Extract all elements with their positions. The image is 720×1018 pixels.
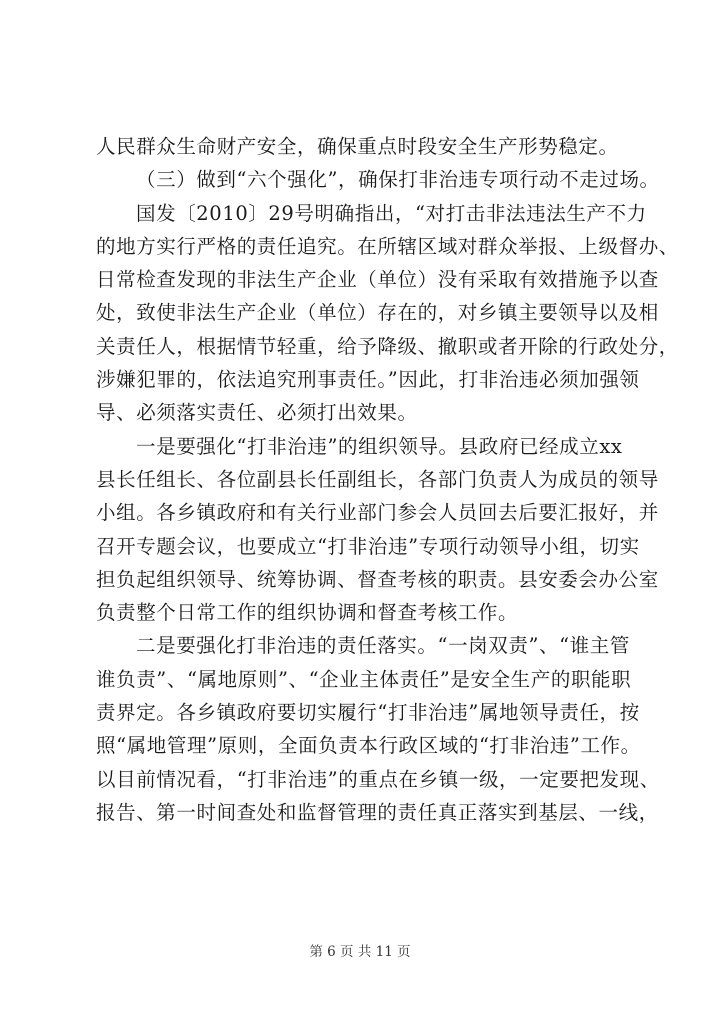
text-line: 日常检查发现的非法生产企业（单位）没有采取有效措施予以查 <box>96 268 659 292</box>
text-line: 一是要强化“打非治违”的组织领导。县政府已经成立xx <box>136 434 623 458</box>
text-line: 涉嫌犯罪的，依法追究刑事责任。”因此，打非治违必须加强领 <box>96 368 640 392</box>
text-line: 召开专题会议，也要成立“打非治违”专项行动领导小组，切实 <box>96 534 640 558</box>
page-footer: 第 6 页 共 11 页 <box>309 944 411 960</box>
text-line: 人民群众生命财产安全，确保重点时段安全生产形势稳定。 <box>96 135 619 158</box>
text-line: 二是要强化打非治违的责任落实。“一岗双责”、“谁主管 <box>136 634 631 658</box>
text-line: 处，致使非法生产企业（单位）存在的，对乡镇主要领导以及相 <box>96 301 659 325</box>
text-line: 国发〔2010〕29号明确指出，“对打击非法违法生产不力 <box>136 201 647 225</box>
text-line: 照“属地管理”原则，全面负责本行政区域的“打非治违”工作。 <box>96 734 641 758</box>
text-line: 关责任人，根据情节轻重，给予降级、撤职或者开除的行政处分， <box>96 334 679 358</box>
text-line: 导、必须落实责任、必须打出效果。 <box>96 401 418 425</box>
text-line: 的地方实行严格的责任追究。在所辖区域对群众举报、上级督办、 <box>96 234 679 258</box>
text-line: 报告、第一时间查处和监督管理的责任真正落实到基层、一线， <box>96 800 659 824</box>
document-body <box>96 130 679 829</box>
text-line: 责界定。各乡镇政府要切实履行“打非治违”属地领导责任，按 <box>96 701 640 725</box>
text-line: 谁负责”、“属地原则”、“企业主体责任”是安全生产的职能职 <box>96 667 632 691</box>
text-line: 小组。各乡镇政府和有关行业部门参会人员回去后要汇报好，并 <box>96 501 659 525</box>
text-line: 以目前情况看，“打非治违”的重点在乡镇一级，一定要把发现、 <box>96 767 660 791</box>
text-line: 负责整个日常工作的组织协调和督查考核工作。 <box>96 601 519 625</box>
text-line: 担负起组织领导、统筹协调、督查考核的职责。县安委会办公室 <box>96 567 659 591</box>
text-line: 县长任组长、各位副县长任副组长，各部门负责人为成员的领导 <box>96 467 659 491</box>
text-line: （三）做到“六个强化”，确保打非治违专项行动不走过场。 <box>136 168 660 192</box>
